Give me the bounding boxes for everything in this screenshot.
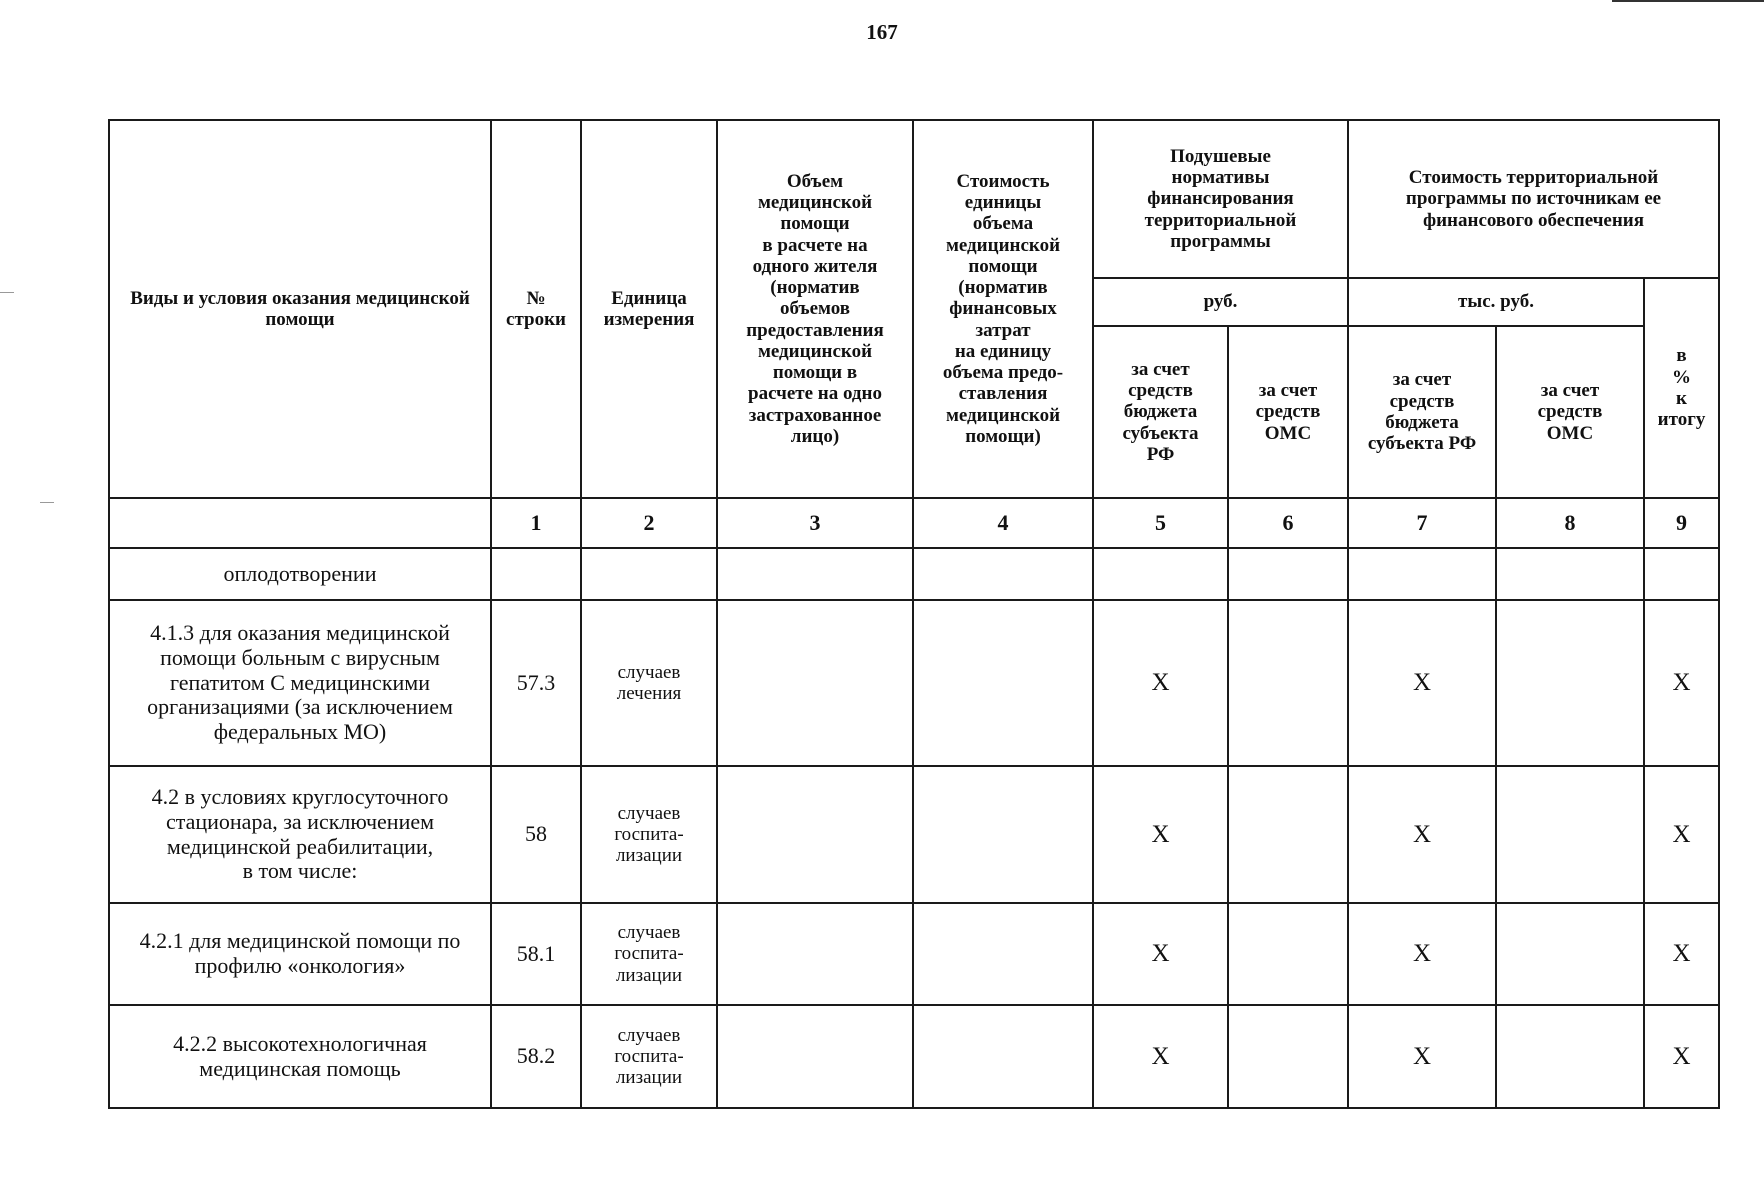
- cell-col7: X: [1348, 903, 1496, 1005]
- column-number: 1: [491, 498, 581, 548]
- table-row: [109, 600, 1719, 766]
- cell-col8: [1496, 548, 1644, 600]
- cell-volume: [717, 766, 913, 903]
- row-unit: случаев госпита- лизации: [581, 766, 717, 903]
- cell-cost: [913, 548, 1093, 600]
- column-number: 7: [1348, 498, 1496, 548]
- cell-volume: [717, 903, 913, 1005]
- row-number: 58.2: [491, 1005, 581, 1108]
- cell-volume: [717, 600, 913, 766]
- cell-col9: X: [1644, 600, 1719, 766]
- cell-col9: X: [1644, 766, 1719, 903]
- table-row: [109, 903, 1719, 1005]
- column-number: 3: [717, 498, 913, 548]
- row-name: 4.2.1 для медицинской помощи по профилю «онкология»: [109, 903, 491, 1005]
- cell-col7: X: [1348, 1005, 1496, 1108]
- cell-col5: [1093, 548, 1228, 600]
- margin-mark: [40, 502, 54, 503]
- row-unit: [581, 548, 717, 600]
- cell-col5: X: [1093, 766, 1228, 903]
- cell-cost: [913, 1005, 1093, 1108]
- header-row-no: № строки: [491, 120, 581, 498]
- cell-cost: [913, 903, 1093, 1005]
- corner-rule: [1612, 0, 1764, 2]
- column-number: 6: [1228, 498, 1348, 548]
- row-name: 4.1.3 для оказания медицинской помощи больным с вирусным гепатитом С медицинскими организациями (за исключением федеральных МО): [109, 600, 491, 766]
- header-cost: Стоимость единицы объема медицинской помощи (норматив финансовых затрат на единицу объема предо- ставления медицинской помощи): [913, 120, 1093, 498]
- cell-col7: [1348, 548, 1496, 600]
- financing-table: [108, 119, 1720, 1109]
- column-number: 9: [1644, 498, 1719, 548]
- header-row: [109, 120, 1719, 278]
- row-number: 57.3: [491, 600, 581, 766]
- cell-col5: X: [1093, 1005, 1228, 1108]
- cell-col6: [1228, 548, 1348, 600]
- table-row: [109, 548, 1719, 600]
- cell-col9: X: [1644, 903, 1719, 1005]
- cell-col6: [1228, 903, 1348, 1005]
- row-number: 58: [491, 766, 581, 903]
- cell-col7: X: [1348, 766, 1496, 903]
- margin-mark: [0, 292, 14, 293]
- column-number: 8: [1496, 498, 1644, 548]
- column-number: 2: [581, 498, 717, 548]
- header-oms-8: за счет средств ОМС: [1496, 326, 1644, 498]
- cell-col8: [1496, 766, 1644, 903]
- cell-col9: [1644, 548, 1719, 600]
- header-percent: в % к итогу: [1644, 278, 1719, 498]
- header-oms-6: за счет средств ОМС: [1228, 326, 1348, 498]
- cell-col8: [1496, 903, 1644, 1005]
- cell-col6: [1228, 600, 1348, 766]
- header-program-cost: Стоимость территориальной программы по источникам ее финансового обеспечения: [1348, 120, 1719, 278]
- column-number-blank: [109, 498, 491, 548]
- column-number: 4: [913, 498, 1093, 548]
- header-per-capita: Подушевые нормативы финансирования территориальной программы: [1093, 120, 1348, 278]
- header-thous-rub: тыс. руб.: [1348, 278, 1644, 326]
- header-budget-7: за счет средств бюджета субъекта РФ: [1348, 326, 1496, 498]
- table-row: [109, 1005, 1719, 1108]
- cell-cost: [913, 600, 1093, 766]
- cell-volume: [717, 548, 913, 600]
- row-name: 4.2.2 высокотехнологичная медицинская помощь: [109, 1005, 491, 1108]
- cell-col8: [1496, 600, 1644, 766]
- cell-col9: X: [1644, 1005, 1719, 1108]
- header-budget-5: за счет средств бюджета субъекта РФ: [1093, 326, 1228, 498]
- column-number: 5: [1093, 498, 1228, 548]
- cell-col7: X: [1348, 600, 1496, 766]
- row-name: оплодотворении: [109, 548, 491, 600]
- cell-col6: [1228, 1005, 1348, 1108]
- cell-cost: [913, 766, 1093, 903]
- header-type: Виды и условия оказания медицинской помощи: [109, 120, 491, 498]
- page-number: 167: [866, 20, 898, 44]
- cell-col6: [1228, 766, 1348, 903]
- cell-col5: X: [1093, 903, 1228, 1005]
- table-row: [109, 766, 1719, 903]
- cell-volume: [717, 1005, 913, 1108]
- column-number-row: [109, 498, 1719, 548]
- cell-col8: [1496, 1005, 1644, 1108]
- row-unit: случаев лечения: [581, 600, 717, 766]
- row-name: 4.2 в условиях круглосуточного стационара, за исключением медицинской реабилитации, в том числе:: [109, 766, 491, 903]
- cell-col5: X: [1093, 600, 1228, 766]
- row-unit: случаев госпита- лизации: [581, 1005, 717, 1108]
- header-rub: руб.: [1093, 278, 1348, 326]
- row-unit: случаев госпита- лизации: [581, 903, 717, 1005]
- header-unit: Единица измерения: [581, 120, 717, 498]
- row-number: 58.1: [491, 903, 581, 1005]
- row-number: [491, 548, 581, 600]
- header-volume: Объем медицинской помощи в расчете на одного жителя (норматив объемов предоставления медицинской помощи в расчете на одно застрахованное лицо): [717, 120, 913, 498]
